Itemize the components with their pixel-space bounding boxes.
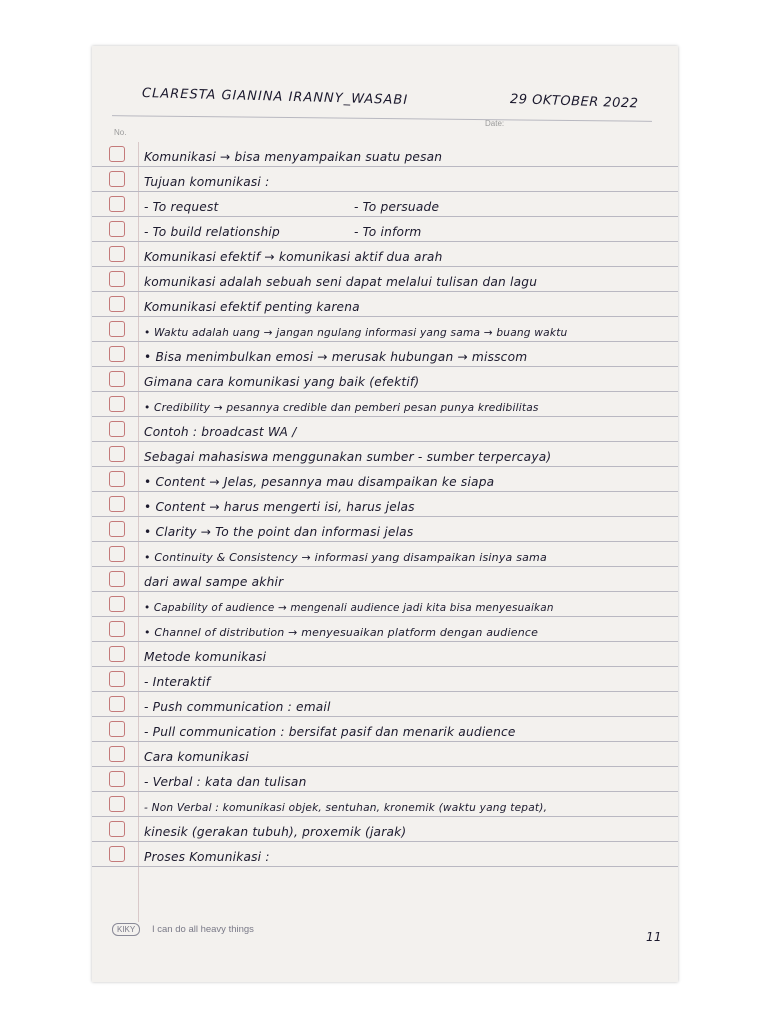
line-text: • Waktu adalah uang → jangan ngulang informasi yang sama → buang waktu	[144, 327, 568, 339]
note-line	[92, 242, 678, 267]
line-text: - Push communication : email	[144, 700, 331, 714]
note-line	[92, 467, 678, 492]
checkbox	[109, 646, 125, 662]
note-line	[92, 517, 678, 542]
checkbox	[109, 821, 125, 837]
checkbox	[109, 796, 125, 812]
line-text-right: - To persuade	[354, 200, 440, 214]
line-text: • Content → Jelas, pesannya mau disampaikan ke siapa	[144, 475, 495, 489]
line-text: - To request	[144, 200, 219, 214]
note-line	[92, 217, 678, 242]
checkbox	[109, 521, 125, 537]
note-line	[92, 417, 678, 442]
checkbox	[109, 171, 125, 187]
note-line	[92, 192, 678, 217]
line-text: Tujuan komunikasi :	[144, 175, 270, 189]
student-name: CLARESTA GIANINA IRANNY_WASABI	[141, 86, 409, 108]
checkbox	[109, 296, 125, 312]
note-line	[92, 492, 678, 517]
note-line	[92, 317, 678, 342]
note-line	[92, 167, 678, 192]
checkbox	[109, 371, 125, 387]
checkbox	[109, 546, 125, 562]
checkbox	[109, 596, 125, 612]
line-text: - Verbal : kata dan tulisan	[144, 775, 307, 789]
note-line	[92, 542, 678, 567]
line-text: • Content → harus mengerti isi, harus jelas	[144, 500, 415, 514]
line-text: - Interaktif	[144, 675, 211, 689]
line-text: Sebagai mahasiswa menggunakan sumber - sumber terpercaya)	[144, 450, 552, 464]
line-text: • Continuity & Consistency → informasi yang disampaikan isinya sama	[144, 551, 547, 564]
line-text: • Channel of distribution → menyesuaikan platform dengan audience	[144, 626, 539, 639]
line-text: - Non Verbal : komunikasi objek, sentuhan, kronemik (waktu yang tepat),	[144, 802, 548, 814]
line-text: • Bisa menimbulkan emosi → merusak hubungan → misscom	[144, 350, 528, 364]
checkbox	[109, 221, 125, 237]
note-line	[92, 742, 678, 767]
checkbox	[109, 671, 125, 687]
checkbox	[109, 771, 125, 787]
footer-slogan: I can do all heavy things	[152, 924, 254, 935]
note-line	[92, 717, 678, 742]
checkbox	[109, 196, 125, 212]
checkbox	[109, 696, 125, 712]
note-line	[92, 667, 678, 692]
note-line	[92, 367, 678, 392]
note-line	[92, 392, 678, 417]
note-line	[92, 792, 678, 817]
checkbox	[109, 621, 125, 637]
checkbox	[109, 846, 125, 862]
note-line	[92, 567, 678, 592]
note-line	[92, 617, 678, 642]
checkbox	[109, 271, 125, 287]
checkbox	[109, 396, 125, 412]
checkbox	[109, 421, 125, 437]
checkbox	[109, 471, 125, 487]
line-text: - Pull communication : bersifat pasif dan menarik audience	[144, 725, 516, 739]
header-rule	[112, 115, 652, 122]
note-line	[92, 767, 678, 792]
note-line	[92, 692, 678, 717]
line-text: Komunikasi → bisa menyampaikan suatu pesan	[144, 150, 443, 164]
date-label: Date:	[485, 119, 505, 128]
checkbox	[109, 746, 125, 762]
line-text: Metode komunikasi	[144, 650, 267, 664]
page-number: 11	[646, 930, 662, 944]
checkbox	[109, 721, 125, 737]
checkbox	[109, 146, 125, 162]
note-line	[92, 642, 678, 667]
line-text: • Credibility → pesannya credible dan pemberi pesan punya kredibilitas	[144, 402, 539, 414]
note-date: 29 OKTOBER 2022	[509, 92, 639, 112]
line-text: Proses Komunikasi :	[144, 850, 270, 864]
line-text: • Capability of audience → mengenali audience jadi kita bisa menyesuaikan	[144, 602, 554, 614]
checkbox	[109, 321, 125, 337]
line-text: Contoh : broadcast WA /	[144, 425, 297, 439]
note-line	[92, 142, 678, 167]
note-line	[92, 817, 678, 842]
note-line	[92, 267, 678, 292]
line-text: komunikasi adalah sebuah seni dapat melalui tulisan dan lagu	[144, 275, 538, 289]
note-line	[92, 342, 678, 367]
line-text: Gimana cara komunikasi yang baik (efektif)	[144, 375, 420, 389]
checkbox	[109, 496, 125, 512]
line-text-right: - To inform	[354, 225, 422, 239]
notebook-page	[92, 46, 678, 982]
note-line	[92, 842, 678, 867]
checkbox	[109, 446, 125, 462]
note-line	[92, 592, 678, 617]
line-text: kinesik (gerakan tubuh), proxemik (jarak)	[144, 825, 407, 839]
checkbox	[109, 571, 125, 587]
no-label: No.	[114, 128, 127, 137]
line-text: Komunikasi efektif penting karena	[144, 300, 360, 314]
checkbox	[109, 346, 125, 362]
note-line	[92, 292, 678, 317]
line-text: Komunikasi efektif → komunikasi aktif dua arah	[144, 250, 443, 264]
line-text: • Clarity → To the point dan informasi jelas	[144, 525, 414, 539]
line-text: - To build relationship	[144, 225, 280, 239]
note-lines	[92, 142, 678, 867]
line-text: dari awal sampe akhir	[144, 575, 284, 589]
note-line	[92, 442, 678, 467]
checkbox	[109, 246, 125, 262]
line-text: Cara komunikasi	[144, 750, 249, 764]
brand-logo: KIKY	[112, 923, 140, 936]
